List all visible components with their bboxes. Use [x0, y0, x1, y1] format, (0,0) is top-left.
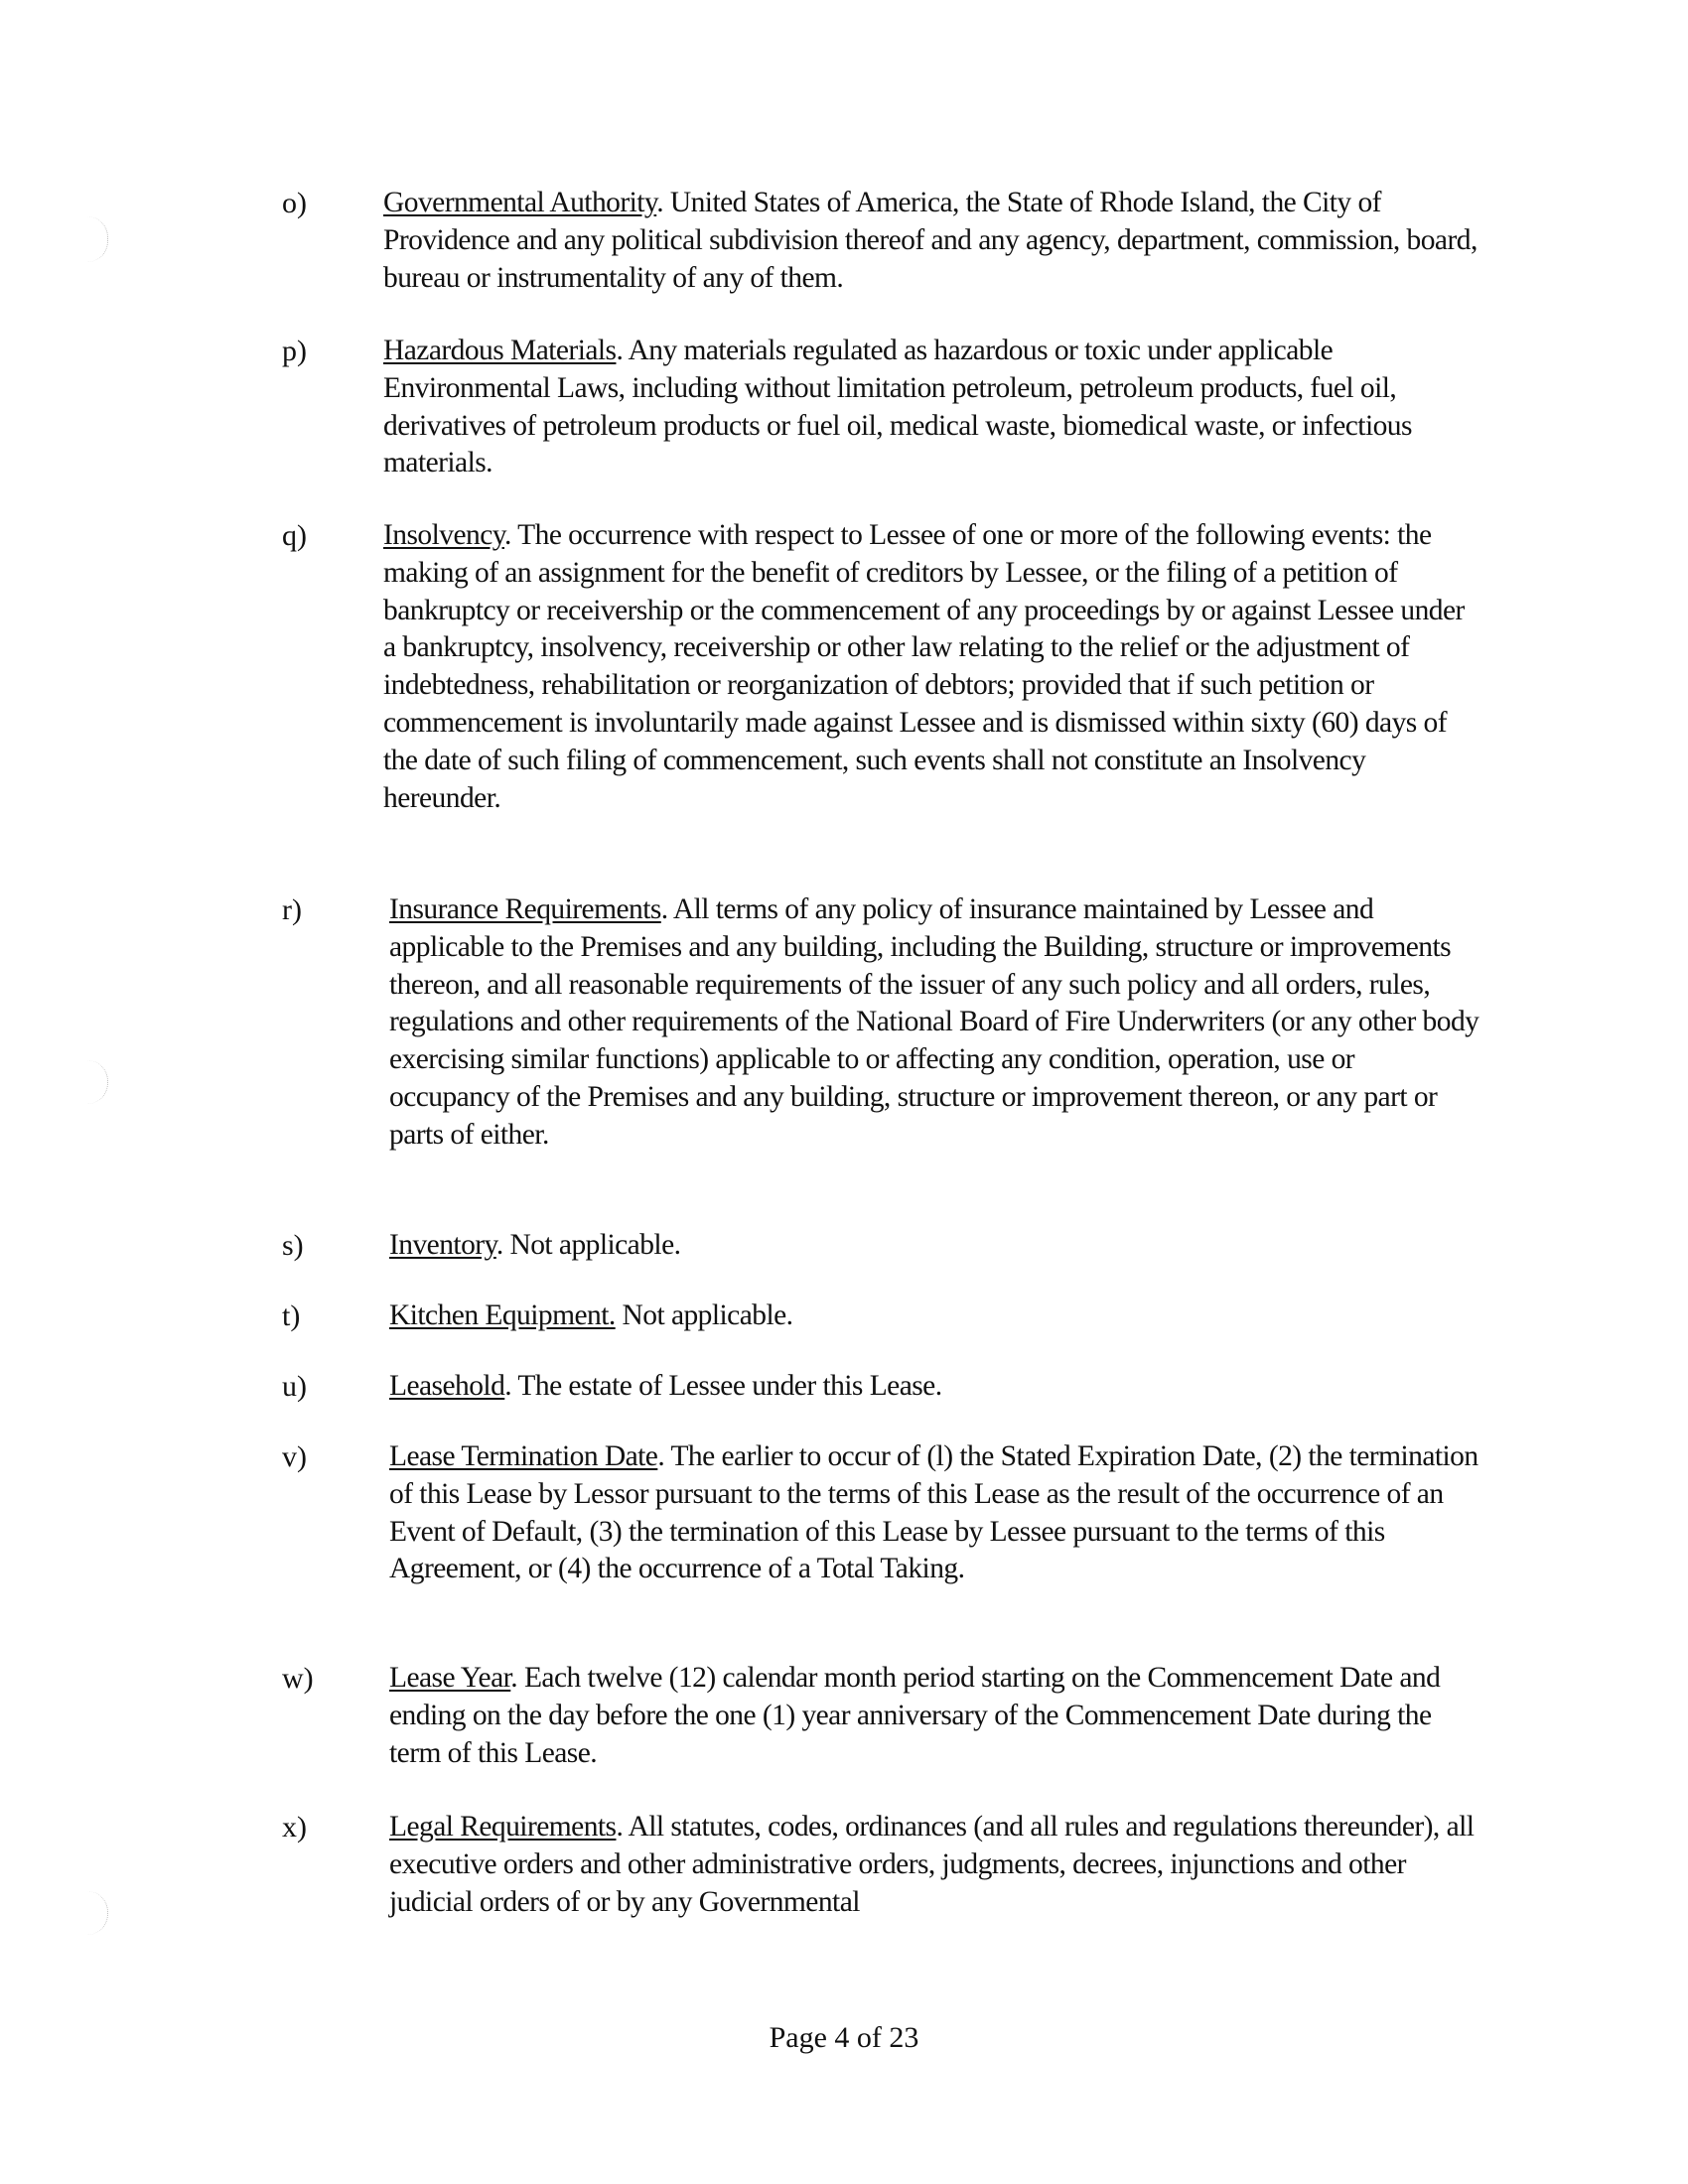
item-label: r): [282, 893, 302, 926]
item-body: [389, 891, 1481, 1155]
definition-text: . United States of America, the State of Rhode Island, the City of Providence and any political subdivision thereof and any agency, department, commission, board, bureau or instrumentality of any of them.: [383, 187, 1477, 294]
definition-text: Not applicable.: [615, 1299, 793, 1331]
defined-term: Governmental Authority: [383, 187, 657, 218]
defined-term: Lease Termination Date: [389, 1440, 658, 1472]
item-body: [389, 1809, 1481, 1921]
defined-term: Inventory: [389, 1229, 496, 1261]
item-body: [389, 1438, 1481, 1588]
definition-text: . Any materials regulated as hazardous or toxic under applicable Environmental Laws, including without limitation petroleum, petroleum products, fuel oil, derivatives of petroleum products or fuel oil, medical waste, biomedical waste, or infectious materials.: [383, 335, 1412, 479]
defined-term: Lease Year: [389, 1662, 511, 1694]
defined-term: Hazardous Materials: [383, 335, 617, 366]
item-body: [389, 1297, 1481, 1335]
item-label: q): [282, 519, 307, 552]
page-number: Page 4 of 23: [769, 2021, 919, 2054]
definition-text: . The earlier to occur of (l) the Stated Expiration Date, (2) the termination of this Lease by Lessor pursuant to the terms of this Lease as the result of the occurrence of an Event of Default, (3) the termination of this Lease by Lessee pursuant to the terms of this Agreement, or (4) the occurrence of a Total Taking.: [389, 1440, 1478, 1585]
binder-hole-mark: [87, 1891, 108, 1935]
item-label: p): [282, 335, 307, 367]
item-label: u): [282, 1370, 307, 1403]
defined-term: Insurance Requirements: [389, 893, 661, 925]
defined-term: Insolvency: [383, 519, 505, 551]
binder-hole-mark: [87, 216, 108, 262]
defined-term: Kitchen Equipment.: [389, 1299, 616, 1331]
definition-text: . Each twelve (12) calendar month period starting on the Commencement Date and ending on the day before the one (1) year anniversary of the Commencement Date during the term of this Lease.: [389, 1662, 1441, 1769]
item-body: [389, 1660, 1481, 1772]
definition-text: . All terms of any policy of insurance maintained by Lessee and applicable to the Premises and any building, including the Building, structure or improvements thereon, and all reasonable requirements of the issuer of any such policy and all orders, rules, regulations and other requirements of the National Board of Fire Underwriters (or any other body exercising similar functions) applicable to or affecting any condition, operation, use or occupancy of the Premises and any building, structure or improvement thereon, or any part or parts of either.: [389, 893, 1479, 1151]
binder-hole-mark: [87, 1060, 108, 1104]
defined-term: Leasehold: [389, 1370, 505, 1402]
item-body: [383, 517, 1479, 817]
definition-text: . All statutes, codes, ordinances (and all rules and regulations thereunder), all executive orders and other administrative orders, judgments, decrees, injunctions and other judicial orders of or by any Governmental: [389, 1811, 1475, 1918]
item-label: x): [282, 1811, 307, 1843]
item-label: o): [282, 187, 307, 219]
definition-text: . Not applicable.: [495, 1229, 681, 1261]
defined-term: Legal Requirements: [389, 1811, 617, 1843]
item-body: [383, 185, 1479, 297]
item-label: s): [282, 1229, 304, 1262]
item-label: v): [282, 1440, 307, 1473]
definition-text: . The estate of Lessee under this Lease.: [504, 1370, 942, 1402]
item-body: [383, 333, 1479, 482]
item-label: t): [282, 1299, 301, 1332]
item-body: [389, 1227, 1481, 1265]
item-label: w): [282, 1662, 314, 1695]
definition-text: . The occurrence with respect to Lessee of one or more of the following events: the making of an assignment for the benefit of creditors by Lessee, or the filing of a petition of bankruptcy or receivership or the commencement of any proceedings by or against Lessee under a bankruptcy, insolvency, receivership or other law relating to the relief or the adjustment of indebtedness, rehabilitation or reorganization of debtors; provided that if such petition or commencement is involuntarily made against Lessee and is dismissed within sixty (60) days of the date of such filing of commencement, such events shall not constitute an Insolvency hereunder.: [383, 519, 1465, 814]
item-body: [389, 1368, 1481, 1406]
